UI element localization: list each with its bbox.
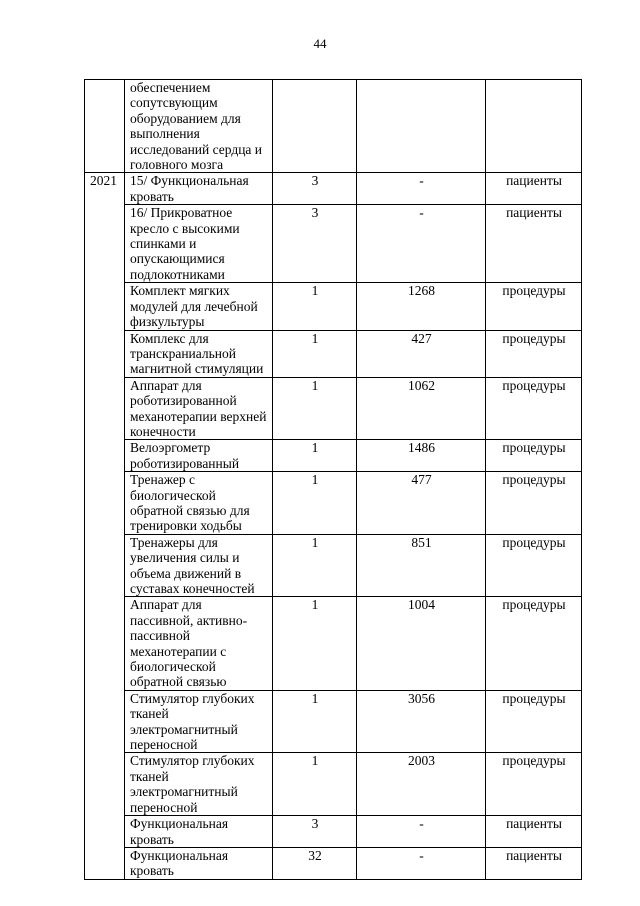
equipment-name-cell: 16/ Прикроватное кресло с высокими спинками и опускающимися подлокотниками [125,205,273,283]
equipment-name-cell: Функциональная кровать [125,816,273,848]
unit-cell: процедуры [486,690,582,753]
equipment-name-cell: Комплекс для транскраниальной магнитной стимуляции [125,330,273,377]
procedures-count-cell: - [357,847,486,879]
table-row [85,205,582,283]
quantity-cell: 32 [273,847,357,879]
table-row [85,283,582,330]
quantity-cell [273,80,357,173]
quantity-cell: 3 [273,205,357,283]
procedures-count-cell [357,80,486,173]
quantity-cell: 1 [273,283,357,330]
procedures-count-cell: 1004 [357,597,486,690]
procedures-count-cell: 1268 [357,283,486,330]
equipment-name-cell: Велоэргометр роботизированный [125,440,273,472]
quantity-cell: 1 [273,534,357,597]
year-cell: 2021 [85,173,125,879]
procedures-count-cell: 3056 [357,690,486,753]
table-row [85,173,582,205]
quantity-cell: 1 [273,440,357,472]
unit-cell: процедуры [486,330,582,377]
year-cell [85,80,125,173]
unit-cell: пациенты [486,173,582,205]
equipment-name-cell: Тренажеры для увеличения силы и объема движений в суставах конечностей [125,534,273,597]
table-row [85,80,582,173]
table-row [85,816,582,848]
equipment-name-cell: Тренажер с биологической обратной связью для тренировки ходьбы [125,472,273,535]
unit-cell [486,80,582,173]
table-row [85,690,582,753]
equipment-name-cell: обеспечением сопутсвующим оборудованием для выполнения исследований сердца и головного мозга [125,80,273,173]
procedures-count-cell: - [357,816,486,848]
unit-cell: процедуры [486,534,582,597]
equipment-name-cell: Аппарат для пассивной, активно-пассивной механотерапии с биологической обратной связью [125,597,273,690]
quantity-cell: 1 [273,753,357,816]
unit-cell: пациенты [486,816,582,848]
quantity-cell: 1 [273,472,357,535]
unit-cell: процедуры [486,377,582,440]
equipment-name-cell: 15/ Функциональная кровать [125,173,273,205]
equipment-name-cell: Аппарат для роботизированной механотерапии верхней конечности [125,377,273,440]
equipment-name-cell: Комплект мягких модулей для лечебной физкультуры [125,283,273,330]
table-row [85,330,582,377]
procedures-count-cell: 427 [357,330,486,377]
equipment-table [84,79,582,880]
unit-cell: процедуры [486,440,582,472]
quantity-cell: 1 [273,597,357,690]
unit-cell: процедуры [486,283,582,330]
unit-cell: процедуры [486,753,582,816]
equipment-name-cell: Функциональная кровать [125,847,273,879]
equipment-name-cell: Стимулятор глубоких тканей электромагнитный переносной [125,753,273,816]
table-row [85,377,582,440]
unit-cell: процедуры [486,472,582,535]
equipment-name-cell: Стимулятор глубоких тканей электромагнитный переносной [125,690,273,753]
table-row [85,472,582,535]
procedures-count-cell: 477 [357,472,486,535]
table-row [85,753,582,816]
table-row [85,597,582,690]
table-row [85,847,582,879]
unit-cell: процедуры [486,597,582,690]
quantity-cell: 3 [273,173,357,205]
procedures-count-cell: 1062 [357,377,486,440]
quantity-cell: 1 [273,690,357,753]
table-row [85,534,582,597]
procedures-count-cell: 1486 [357,440,486,472]
unit-cell: пациенты [486,205,582,283]
procedures-count-cell: 2003 [357,753,486,816]
quantity-cell: 3 [273,816,357,848]
quantity-cell: 1 [273,330,357,377]
page-number: 44 [313,36,327,51]
procedures-count-cell: - [357,205,486,283]
unit-cell: пациенты [486,847,582,879]
procedures-count-cell: 851 [357,534,486,597]
procedures-count-cell: - [357,173,486,205]
quantity-cell: 1 [273,377,357,440]
table-row [85,440,582,472]
